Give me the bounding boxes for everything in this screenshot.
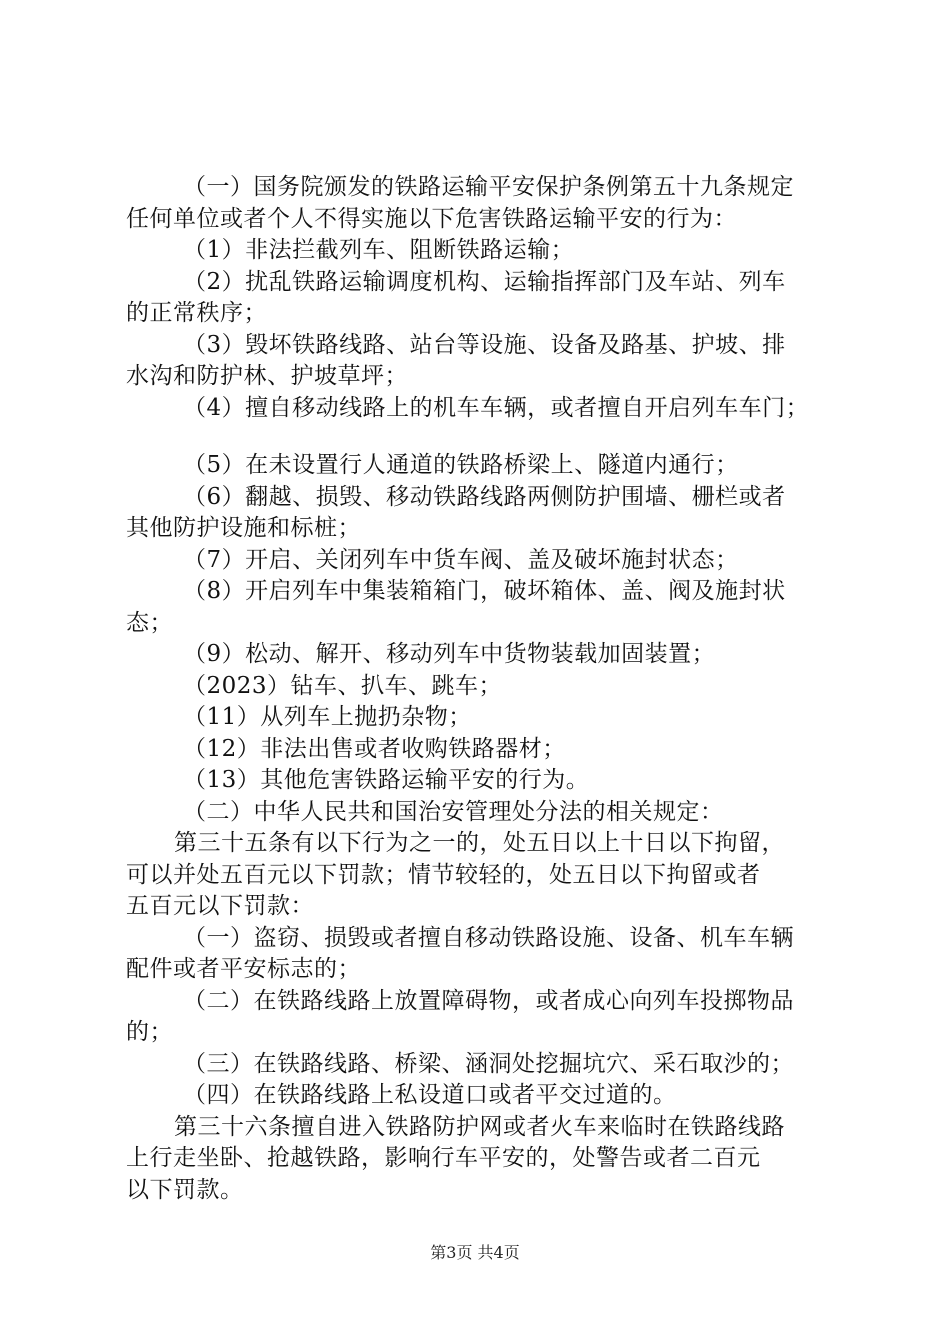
text-line: （一）国务院颁发的铁路运输平安保护条例第五十九条规定: [183, 174, 794, 200]
article-line: 第三十六条擅自进入铁路防护网或者火车来临时在铁路线路: [174, 1113, 785, 1140]
list-item: （三）在铁路线路、桥梁、涵洞处挖掘坑穴、采石取沙的；: [183, 1050, 794, 1077]
section-heading: （二）中华人民共和国治安管理处分法的相关规定：: [183, 798, 724, 825]
page-number-footer: 第3页 共4页: [430, 1243, 520, 1262]
list-item: （6）翻越、损毁、移动铁路线路两侧防护围墙、栅栏或者: [183, 483, 786, 510]
list-item: （二）在铁路线路上放置障碍物，或者成心向列车投掷物品: [183, 987, 794, 1014]
list-item: （13）其他危害铁路运输平安的行为。: [183, 767, 590, 793]
list-item: （一）盗窃、损毁或者擅自移动铁路设施、设备、机车车辆: [183, 924, 794, 951]
list-item: （1）非法拦截列车、阻断铁路运输；: [183, 237, 575, 263]
list-item: （2023）钻车、扒车、跳车；: [183, 672, 503, 699]
list-item: （4）擅自移动线路上的机车车辆，或者擅自开启列车车门；: [183, 394, 810, 421]
text-line: 任何单位或者个人不得实施以下危害铁路运输平安的行为：: [126, 205, 737, 232]
text-line: 五百元以下罚款：: [126, 893, 314, 919]
list-item: （2）扰乱铁路运输调度机构、运输指挥部门及车站、列车: [183, 268, 786, 295]
list-item: （9）松动、解开、移动列车中货物装载加固装置；: [183, 641, 716, 667]
text-line: 可以并处五百元以下罚款；情节较轻的，处五日以下拘留或者: [126, 861, 761, 888]
text-line: 态；: [126, 609, 173, 636]
article-line: 第三十五条有以下行为之一的，处五日以上十日以下拘留，: [174, 830, 785, 856]
document-body: [126, 172, 842, 1206]
list-item: （四）在铁路线路上私设道口或者平交过道的。: [183, 1082, 677, 1108]
text-line: 水沟和防护林、护坡草坪；: [126, 363, 408, 389]
list-item: （7）开启、关闭列车中货车阀、盖及破坏施封状态；: [183, 546, 739, 573]
text-line: 配件或者平安标志的；: [126, 956, 361, 982]
list-item: （5）在未设置行人通道的铁路桥梁上、隧道内通行；: [183, 452, 739, 478]
list-item: （8）开启列车中集装箱箱门，破坏箱体、盖、阀及施封状: [183, 578, 786, 604]
list-item: （11）从列车上抛扔杂物；: [183, 704, 472, 730]
text-line: 的正常秩序；: [126, 300, 267, 326]
text-line: 以下罚款。: [126, 1176, 244, 1203]
list-item: （3）毁坏铁路线路、站台等设施、设备及路基、护坡、排: [183, 331, 786, 358]
list-item: （12）非法出售或者收购铁路器材；: [183, 735, 566, 762]
blank-line: [126, 424, 842, 450]
text-line: 上行走坐卧、抢越铁路，影响行车平安的，处警告或者二百元: [126, 1145, 761, 1171]
text-line: 其他防护设施和标桩；: [126, 515, 361, 541]
text-line: 的；: [126, 1019, 173, 1045]
